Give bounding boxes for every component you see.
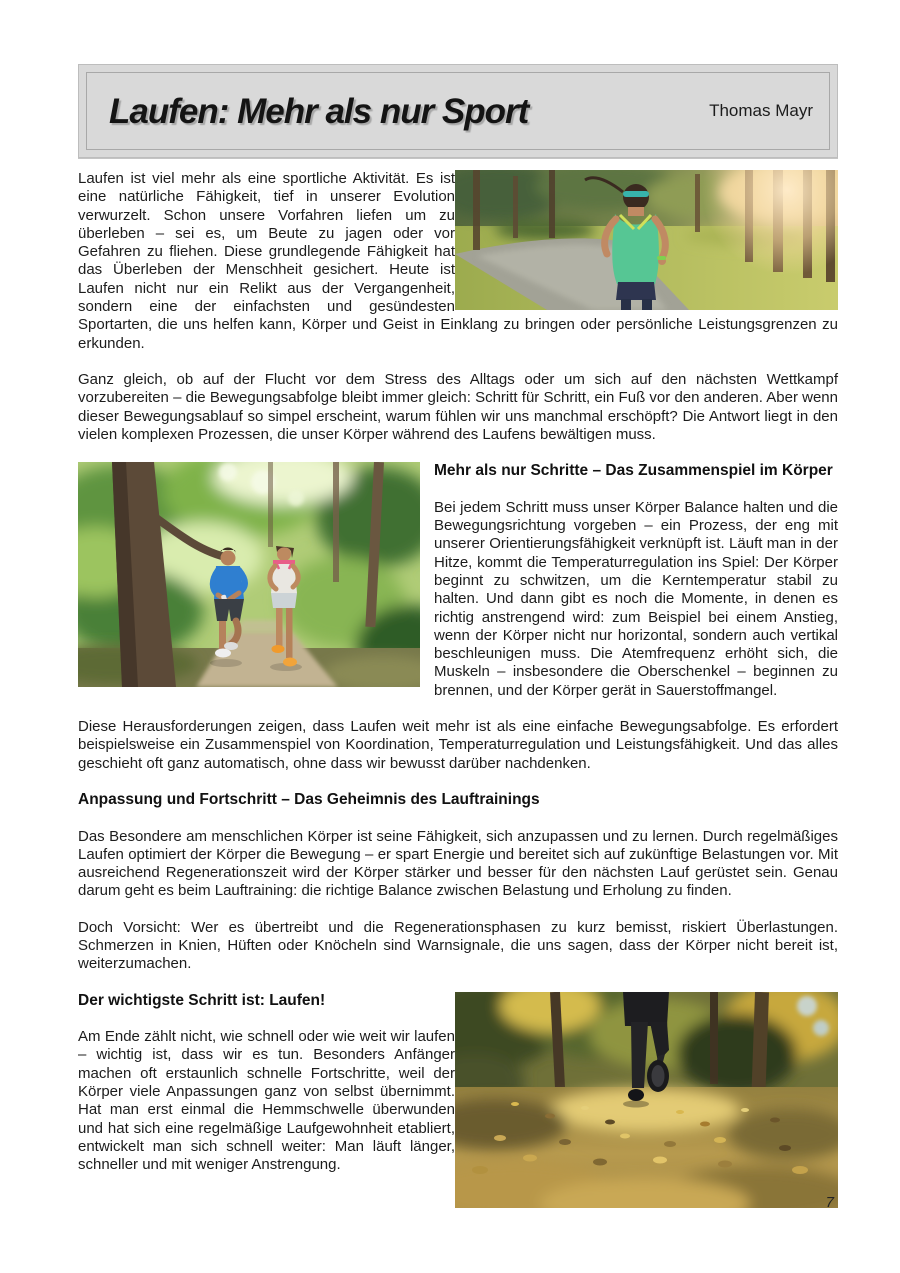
body-processes-section	[78, 462, 838, 700]
heading-just-run: Der wichtigste Schritt ist: Laufen!	[78, 991, 326, 1009]
just-run-section	[78, 992, 838, 1208]
paragraph-just-run: Am Ende zählt nicht, wie schnell oder wie weit wir laufen – wichtig ist, dass wir es tun. Besonders Anfänger machen oft erstaunlich schnelle Fortschritte, weil der Körper viele Anpassungen ganz von selbst übernimmt. Hat man erst einmal die Hemmschwelle überwunden und hat sich eine regelmäßige Laufgewohnheit etabliert, entwickelt man sich schnell weiter: Man läuft länger, schneller und mit weniger Anstrengung.	[78, 1028, 455, 1174]
paragraph-body-processes: Bei jedem Schritt muss unser Körper Balance halten und die Bewegungsrichtung vorgeben – ein Prozess, der eng mit unserer Orientierungsfähigkeit verknüpft ist. Läuft man in der Hitze, kommt die Temperaturregulation ins Spiel: Der Körper beginnt zu schwitzen, um die Kerntemperatur stabil zu halten. Und dann gibt es noch die Momente, in denen es richtig anstrengend wird: zum Beispiel bei einem Anstieg, wenn der Körper nicht nur horizontal, sondern auch vertikal beschleunigen muss. Die Atemfrequenz erhöht sich, die Muskeln – insbesondere die Oberschenkel – beginnen zu brennen, und der Körper gerät in Sauerstoffmangel.	[434, 498, 838, 699]
paragraph-warning: Doch Vorsicht: Wer es übertreibt und die Regenerationsphasen zu kurz bemisst, riskiert Überlastungen. Schmerzen in Knien, Hüften oder Knöcheln sind Warnsignale, die uns sagen, dass der Körper nicht bereit ist, weiterzumachen.	[78, 918, 838, 973]
article-header-inner	[86, 72, 830, 150]
park-runner-photo	[455, 170, 838, 310]
article-author: Thomas Mayr	[709, 101, 813, 120]
forest-joggers-photo	[78, 462, 420, 687]
autumn-trail-photo	[455, 992, 838, 1208]
page-number: 7	[825, 1194, 834, 1211]
paragraph-movement: Ganz gleich, ob auf der Flucht vor dem Stress des Alltags oder um sich auf den nächsten Wettkampf vorzubereiten – die Bewegungsabfolge bleibt immer gleich: Schritt für Schritt, ein Fuß vor den anderen. Aber wenn dieser Bewegungsablauf so simpel erscheint, warum fühlen wir uns manchmal erschöpft? Die Antwort liegt in den vielen komplexen Prozessen, die unser Körper während des Laufens bewältigen muss.	[78, 370, 838, 443]
heading-training: Anpassung und Fortschritt – Das Geheimnis des Lauftrainings	[78, 790, 540, 808]
body-processes-text-column	[434, 462, 838, 700]
page-title: Laufen: Mehr als nur Sport	[109, 91, 529, 131]
intro-section	[78, 170, 838, 371]
paragraph-challenges: Diese Herausforderungen zeigen, dass Laufen weit mehr ist als eine einfache Bewegungsabfolge. Es erfordert beispielsweise ein Zusammenspiel von Koordination, Temperaturregulation und Leistungsfähigkeit. Und das alles geschieht oft ganz automatisch, ohne dass wir bewusst darüber nachdenken.	[78, 718, 838, 772]
heading-body-processes: Mehr als nur Schritte – Das Zusammenspiel im Körper	[434, 462, 833, 480]
paragraph-training: Das Besondere am menschlichen Körper ist seine Fähigkeit, sich anzupassen und zu lernen. Durch regelmäßiges Laufen optimiert der Körper die Bewegung – er spart Energie und bereitet sich auf zukünftige Belastungen vor. Mit ausreichend Regenerationszeit wird der Körper stärker und besser für den nächsten Lauf gerüstet sein. Genau darum geht es beim Lauftraining: die richtige Balance zwischen Belastung und Erholung zu finden.	[78, 827, 838, 900]
article-header	[78, 64, 838, 158]
paragraph-intro: Laufen ist viel mehr als eine sportliche Aktivität. Es ist eine natürliche Fähigkeit, tief in unserer Evolution verwurzelt. Schon unsere Vorfahren liefen um zu überleben – sei es, um Beute zu jagen oder vor Gefahren zu fliehen. Diese grundlegende Fähigkeit hat das Überleben der Menschheit gesichert. Heute ist Laufen nicht nur ein Relikt aus der Vergangenheit, sondern eine der einfachsten und gesündesten Sportarten, die uns helfen kann, Körper und Geist in Einklang zu bringen oder persönliche Leistungsgrenzen zu erkunden.	[78, 170, 838, 352]
